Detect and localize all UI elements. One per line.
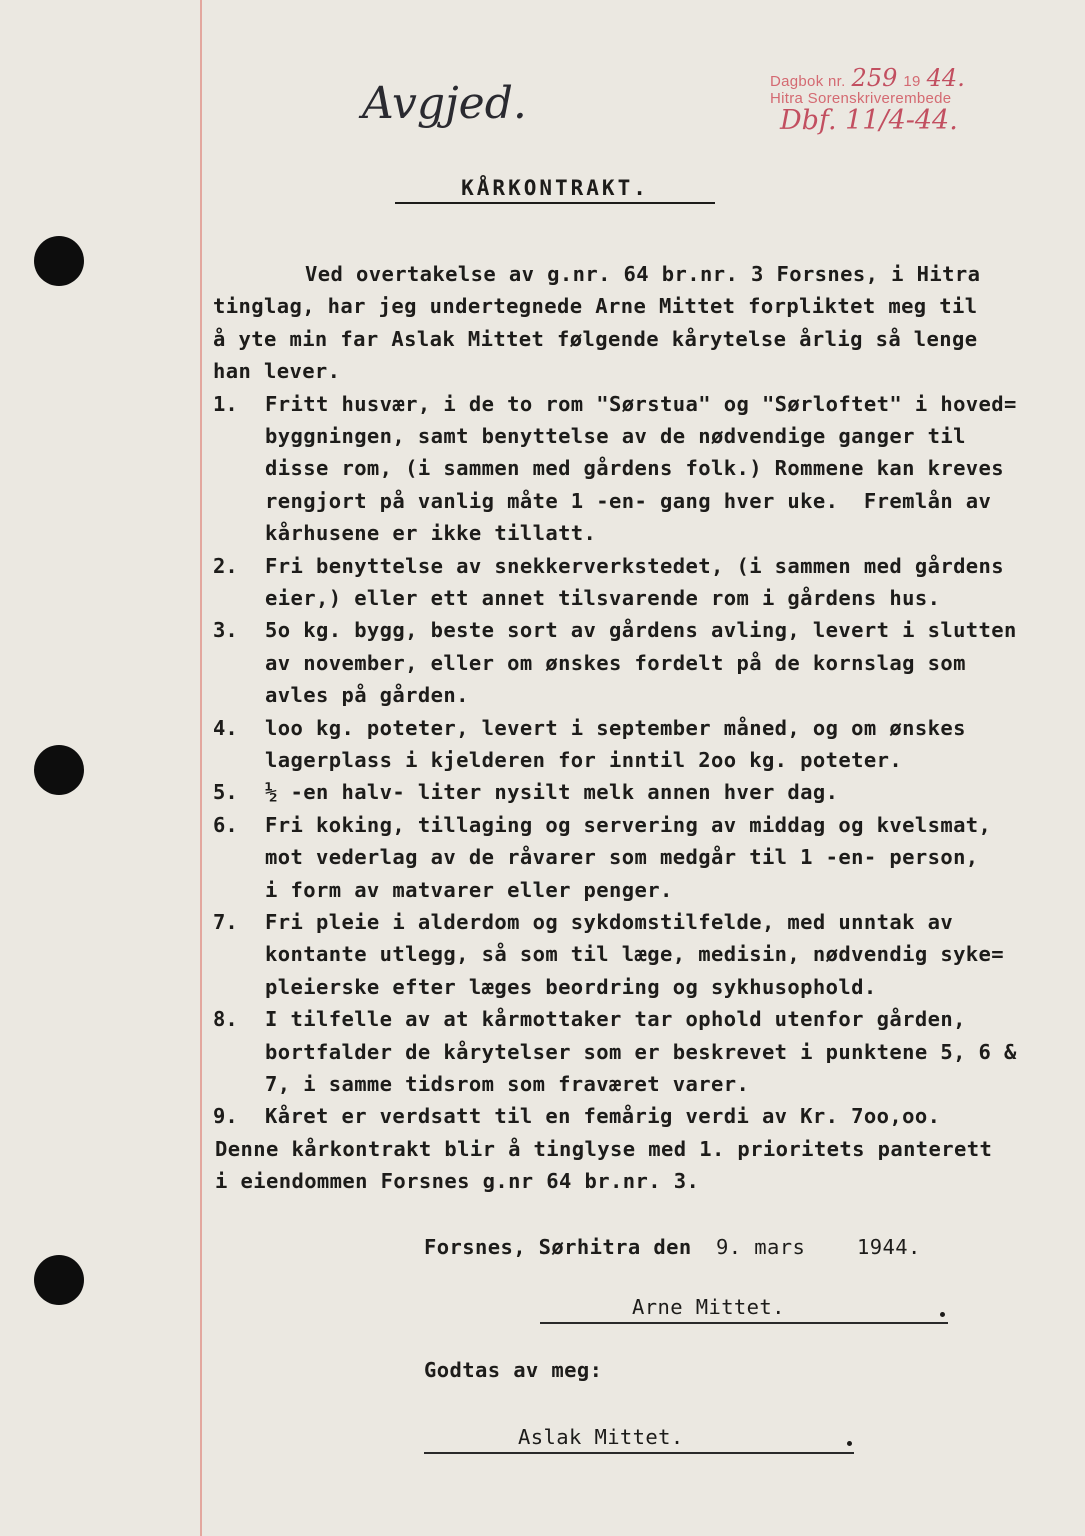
item-line: Fri pleie i alderdom og sykdomstilfelde, med unntak av bbox=[265, 910, 954, 934]
item-line: Fri koking, tillaging og servering av middag og kvelsmat, bbox=[265, 812, 992, 837]
punch-hole bbox=[34, 1255, 84, 1305]
item-number: 6. bbox=[213, 812, 238, 837]
item-number: 9. bbox=[213, 1104, 238, 1129]
item-line: pleierske efter læges beordring og sykhusophold. bbox=[265, 974, 877, 999]
signature-line bbox=[540, 1322, 948, 1324]
item-line: 7, i samme tidsrom som fraværet varer. bbox=[265, 1072, 750, 1096]
item-line: mot vederlag av de råvarer som medgår til 1 -en- person, bbox=[265, 845, 979, 870]
signature-dot bbox=[940, 1312, 945, 1317]
item-number: 4. bbox=[213, 715, 238, 740]
stamp-office: Hitra Sorenskriverembede bbox=[770, 90, 952, 107]
signature-line bbox=[424, 1452, 854, 1454]
item-line: 5o kg. bygg, beste sort av gårdens avling, levert i slutten bbox=[265, 618, 1017, 643]
item-line: kårhusene er ikke tillatt. bbox=[265, 521, 597, 546]
item-line: i form av matvarer eller penger. bbox=[265, 877, 673, 902]
stamp-year-prefix: 19 bbox=[903, 73, 921, 90]
signature-arne: Arne Mittet. bbox=[632, 1295, 785, 1319]
item-number: 8. bbox=[213, 1007, 238, 1032]
item-line: Kåret er verdsatt til en femårig verdi av Kr. 7oo,oo. bbox=[265, 1104, 941, 1129]
item-line: lagerplass i kjelderen for inntil 2oo kg. poteter. bbox=[265, 748, 903, 772]
item-line: ½ -en halv- liter nysilt melk annen hver dag. bbox=[265, 780, 839, 805]
item-line: disse rom, (i sammen med gårdens folk.) Rommene kan kreves bbox=[265, 456, 1005, 481]
item-line: avles på gården. bbox=[265, 683, 469, 708]
item-line: bortfalder de kårytelser som er beskrevet i punktene 5, 6 & bbox=[265, 1039, 1017, 1064]
intro-line: å yte min far Aslak Mittet følgende kårytelse årlig så lenge bbox=[213, 326, 978, 351]
closing-line: i eiendommen Forsnes g.nr 64 br.nr. 3. bbox=[215, 1169, 700, 1194]
handwritten-note: Avgjed. bbox=[362, 78, 527, 129]
place-date-prefix: Forsnes, Sørhitra den bbox=[424, 1235, 692, 1259]
signature-dot bbox=[847, 1441, 852, 1446]
item-number: 3. bbox=[213, 618, 238, 643]
intro-line: han lever. bbox=[213, 359, 341, 384]
item-line: Fri benyttelse av snekkerverkstedet, (i sammen med gårdens bbox=[265, 553, 1005, 578]
item-number: 1. bbox=[213, 391, 238, 416]
place-date-day: 9. mars bbox=[716, 1235, 806, 1259]
item-line: rengjort på vanlig måte 1 -en- gang hver uke. Fremlån av bbox=[265, 488, 992, 513]
punch-hole bbox=[34, 236, 84, 286]
item-line: eier,) eller ett annet tilsvarende rom i gårdens hus. bbox=[265, 586, 941, 610]
item-number: 2. bbox=[213, 553, 238, 578]
stamp-label: Dagbok nr. bbox=[770, 73, 846, 90]
item-line: loo kg. poteter, levert i september måned, og om ønskes bbox=[265, 715, 966, 740]
item-line: kontante utlegg, så som til læge, medisin, nødvendig syke= bbox=[265, 942, 1005, 967]
document-title: KÅRKONTRAKT. bbox=[395, 176, 715, 204]
stamp-handwritten-date: Dbf. 11/4-44. bbox=[780, 105, 958, 136]
closing-line: Denne kårkontrakt blir å tinglyse med 1. prioritets panterett bbox=[215, 1136, 993, 1161]
item-line: av november, eller om ønskes fordelt på de kornslag som bbox=[265, 650, 966, 675]
registration-stamp bbox=[770, 64, 965, 136]
signature-aslak: Aslak Mittet. bbox=[518, 1425, 684, 1449]
item-number: 7. bbox=[213, 910, 238, 934]
stamp-year: 44. bbox=[926, 64, 965, 92]
item-line: byggningen, samt benyttelse av de nødvendige ganger til bbox=[265, 424, 966, 448]
margin-rule bbox=[200, 0, 202, 1536]
intro-line: Ved overtakelse av g.nr. 64 br.nr. 3 Forsnes, i Hitra bbox=[305, 262, 981, 286]
accepted-label: Godtas av meg: bbox=[424, 1358, 603, 1382]
place-date-year: 1944. bbox=[857, 1235, 921, 1259]
item-line: Fritt husvær, i de to rom "Sørstua" og "Sørloftet" i hoved= bbox=[265, 391, 1017, 416]
item-number: 5. bbox=[213, 780, 238, 805]
intro-line: tinglag, har jeg undertegnede Arne Mittet forpliktet meg til bbox=[213, 294, 978, 319]
punch-hole bbox=[34, 745, 84, 795]
stamp-number: 259 bbox=[851, 64, 898, 92]
item-line: I tilfelle av at kårmottaker tar ophold utenfor gården, bbox=[265, 1007, 966, 1032]
